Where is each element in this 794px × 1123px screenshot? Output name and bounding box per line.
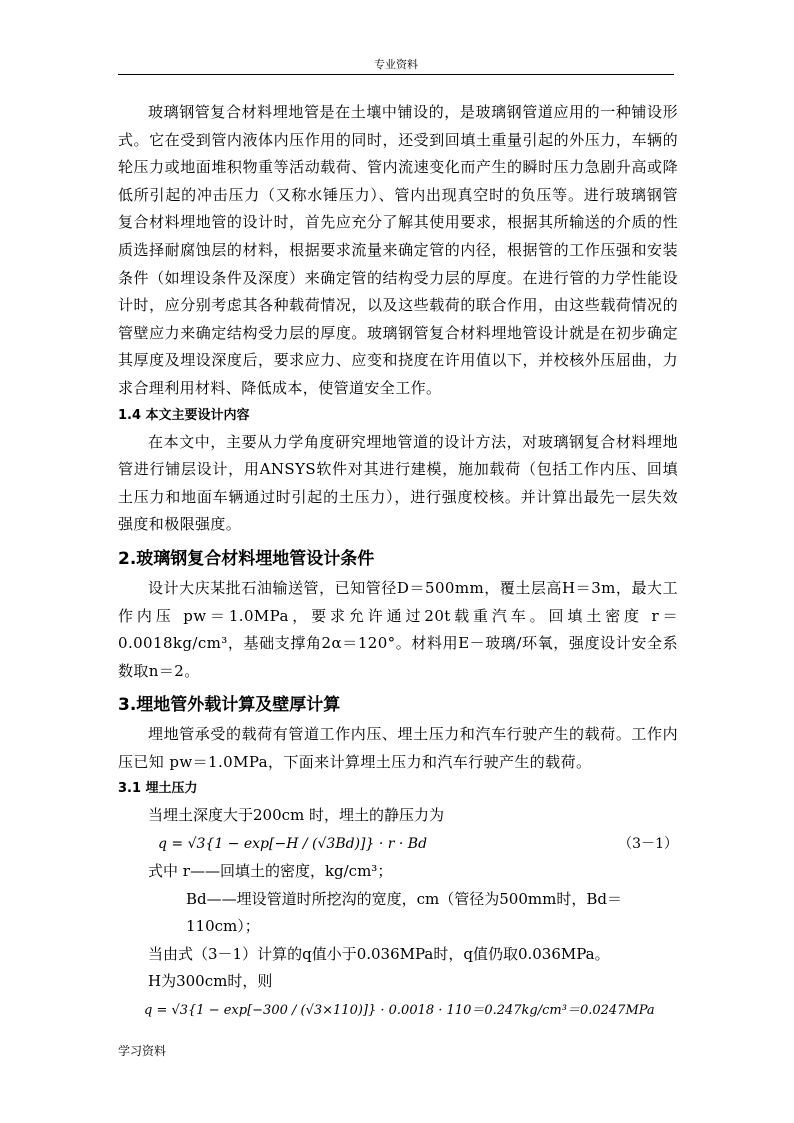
- section-3-paragraph: 埋地管承受的载荷有管道工作内压、埋土压力和汽车行驶产生的载荷。工作内压已知 pw＝1.0MPa，下面来计算埋土压力和汽车行驶产生的载荷。: [118, 725, 678, 771]
- page-header: [118, 58, 674, 75]
- formula-3-1-expression: q = √3{1 − exp[−H / (√3Bd)]} · r · Bd: [158, 836, 428, 853]
- document-body: [118, 99, 678, 1026]
- h-value-line: H为300cm时，则: [148, 972, 273, 991]
- note-line: 当由式（3－1）计算的q值小于0.036MPa时，q值仍取0.036MPa。: [148, 944, 610, 963]
- section-1-4-paragraph: 在本文中，主要从力学角度研究埋地管道的设计方法，对玻璃钢复合材料埋地管进行铺层设计，用ANSYS软件对其进行建模，施加载荷（包括工作内压、回填土压力和地面车辆通过时引起的土压力），进行强度校核。并计算出最先一层失效强度和极限强度。: [118, 432, 678, 534]
- formula-3-1: [118, 830, 678, 858]
- section-1-4-heading: 1.4 本文主要设计内容: [118, 407, 250, 423]
- section-3-1-heading: 3.1 埋土压力: [118, 781, 198, 797]
- section-3-heading: 3.埋地管外载计算及壁厚计算: [118, 695, 341, 716]
- section-2-heading: 2.玻璃钢复合材料埋地管设计条件: [118, 548, 375, 569]
- intro-paragraph: 玻璃钢管复合材料埋地管是在土壤中铺设的，是玻璃钢管道应用的一种铺设形式。它在受到管内液体内压作用的同时，还受到回填土重量引起的外压力，车辆的轮压力或地面堆积物重等活动载荷、管内流速变化而产生的瞬时压力急剧升高或降低所引起的冲击压力（又称水锤压力）、管内出现真空时的负压等。进行玻璃钢管复合材料埋地管的设计时，首先应充分了解其使用要求，根据其所输送的介质的性质选择耐腐蚀层的材料，根据要求流量来确定管的内径，根据管的工作压强和安装条件（如埋设条件及深度）来确定管的结构受力层的厚度。在进行管的力学性能设计时，应分别考虑其各种载荷情况，以及这些载荷的联合作用，由这些载荷情况的管壁应力来确定结构受力层的厚度。玻璃钢管复合材料埋地管设计就是在初步确定其厚度及埋设深度后，要求应力、应变和挠度在许用值以下，并校核外压屈曲，力求合理利用材料、降低成本，使管道安全工作。: [118, 103, 678, 397]
- static-pressure-line: 当埋土深度大于200cm 时，埋土的静压力为: [148, 806, 445, 825]
- page-footer: [118, 1042, 166, 1059]
- formula-3-1-number: （3－1）: [618, 836, 678, 853]
- footer-text: 学习资料: [118, 1044, 167, 1058]
- formula-q-result: q = √3{1 − exp[−300 / (√3×110)]} · 0.0018 · 110＝0.247kg/cm³＝0.0247MPa: [144, 1003, 655, 1019]
- header-title: 专业资料: [374, 58, 418, 71]
- bd-definition-line: Bd——埋设管道时所挖沟的宽度，cm（管径为500mm时，Bd＝110cm）；: [186, 889, 622, 936]
- section-2-paragraph: 设计大庆某批石油输送管，已知管径D＝500mm，覆土层高H＝3m，最大工作内压 pw＝1.0MPa，要求允许通过20t载重汽车。回填土密度 r＝0.0018kg/cm³，基础支撑角2α＝120°。材料用E－玻璃/环氧，强度设计安全系数取n＝2。: [118, 578, 678, 680]
- where-line: 式中 r——回填土的密度，kg/cm³；: [148, 862, 393, 881]
